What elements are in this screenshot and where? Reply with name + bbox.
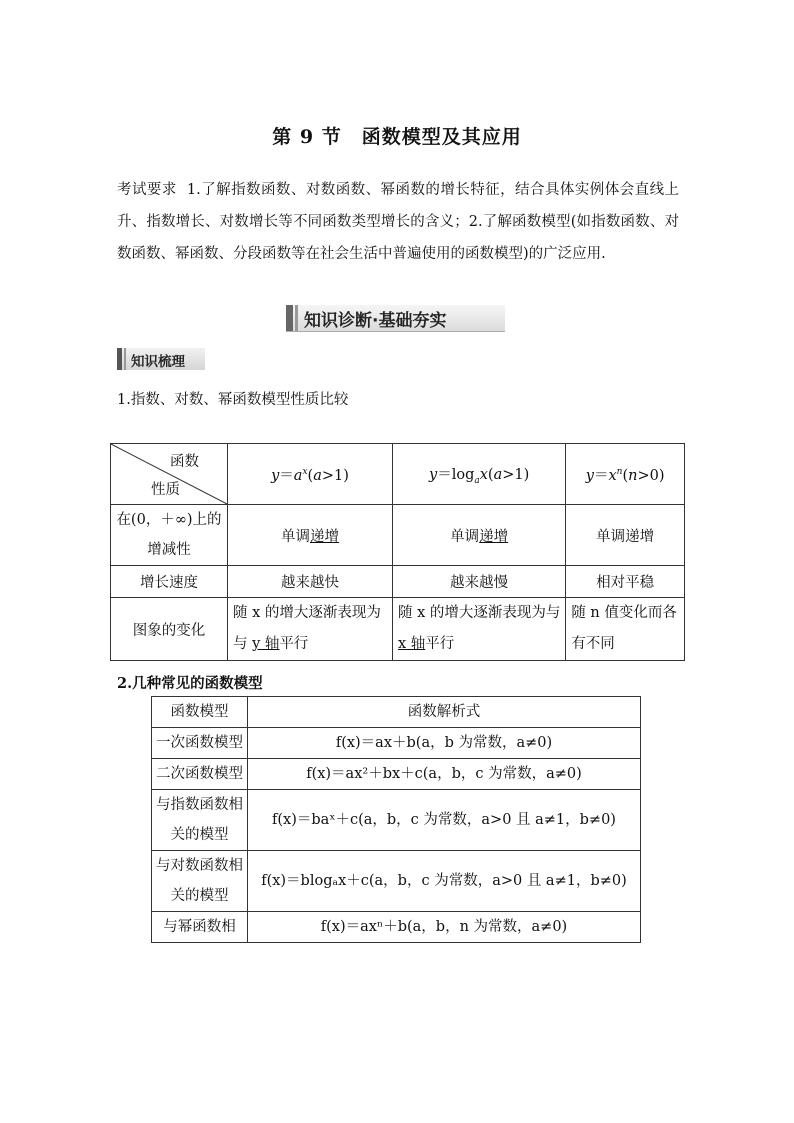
head-formula: 函数解析式 — [248, 697, 641, 728]
formula-logarithmic: f(x)＝blogₐx＋c(a，b，c 为常数，a>0 且 a≠1，b≠0) — [248, 851, 641, 912]
cell-mono-log: 单调递增 — [392, 505, 565, 566]
section1-heading: 1.指数、对数、幂函数模型性质比较 — [117, 392, 349, 408]
header-log: $y=\log_ax(a>1)$ — [392, 444, 565, 505]
cell-mono-exp: 单调递增 — [228, 505, 393, 566]
formula-quadratic: f(x)＝ax²＋bx＋c(a，b，c 为常数，a≠0) — [248, 759, 641, 790]
comparison-table — [110, 443, 685, 661]
model-power: 与幂函数相 — [152, 912, 248, 943]
head-model: 函数模型 — [152, 697, 248, 728]
formula-exponential: f(x)＝baˣ＋c(a，b，c 为常数，a>0 且 a≠1，b≠0) — [248, 790, 641, 851]
section-banner — [286, 305, 505, 332]
model-linear: 一次函数模型 — [152, 728, 248, 759]
cell-speed-log: 越来越慢 — [392, 566, 565, 598]
cell-graph-power: 随 n 值变化而各有不同 — [566, 598, 685, 661]
subsection-banner — [117, 348, 205, 370]
section2-heading: 2.几种常见的函数模型 — [117, 675, 263, 692]
cell-graph-exp: 随 x 的增大逐渐表现为与 y 轴平行 — [228, 598, 393, 661]
header-exponential: $y=a^x(a>1)$ — [228, 444, 393, 505]
cell-speed-exp: 越来越快 — [228, 566, 393, 598]
cell-graph-log: 随 x 的增大逐渐表现为与 x 轴平行 — [392, 598, 565, 661]
header-property: 性质 — [151, 482, 180, 498]
row-label-monotonic: 在(0，＋∞)上的增减性 — [111, 505, 228, 566]
model-quadratic: 二次函数模型 — [152, 759, 248, 790]
diagonal-header-cell — [111, 444, 228, 505]
header-function: 函数 — [170, 454, 199, 470]
banner-text: 知识诊断·基础夯实 — [304, 311, 447, 331]
page-title: 第 9 节 函数模型及其应用 — [272, 126, 522, 148]
formula-power: f(x)＝axⁿ＋b(a，b，n 为常数，a≠0) — [248, 912, 641, 943]
cell-speed-power: 相对平稳 — [566, 566, 685, 598]
header-power: $y=x^n(n>0)$ — [566, 444, 685, 505]
model-logarithmic: 与对数函数相关的模型 — [152, 851, 248, 912]
model-exponential: 与指数函数相关的模型 — [152, 790, 248, 851]
subbanner-text: 知识梳理 — [131, 354, 185, 370]
formula-linear: f(x)＝ax＋b(a，b 为常数，a≠0) — [248, 728, 641, 759]
function-models-table — [151, 696, 641, 943]
requirement-text: 1.了解指数函数、对数函数、幂函数的增长特征，结合具体实例体会直线上升、指数增长、对数增长等不同函数类型增长的含义；2.了解函数模型(如指数函数、对数函数、幂函数、分段函数等在社会生活中普遍使用的函数模型)的广泛应用. — [117, 182, 680, 262]
requirement-label: 考试要求 — [117, 182, 177, 198]
exam-requirements — [117, 174, 679, 270]
row-label-speed: 增长速度 — [111, 566, 228, 598]
cell-mono-power: 单调递增 — [566, 505, 685, 566]
row-label-graph: 图象的变化 — [111, 598, 228, 661]
